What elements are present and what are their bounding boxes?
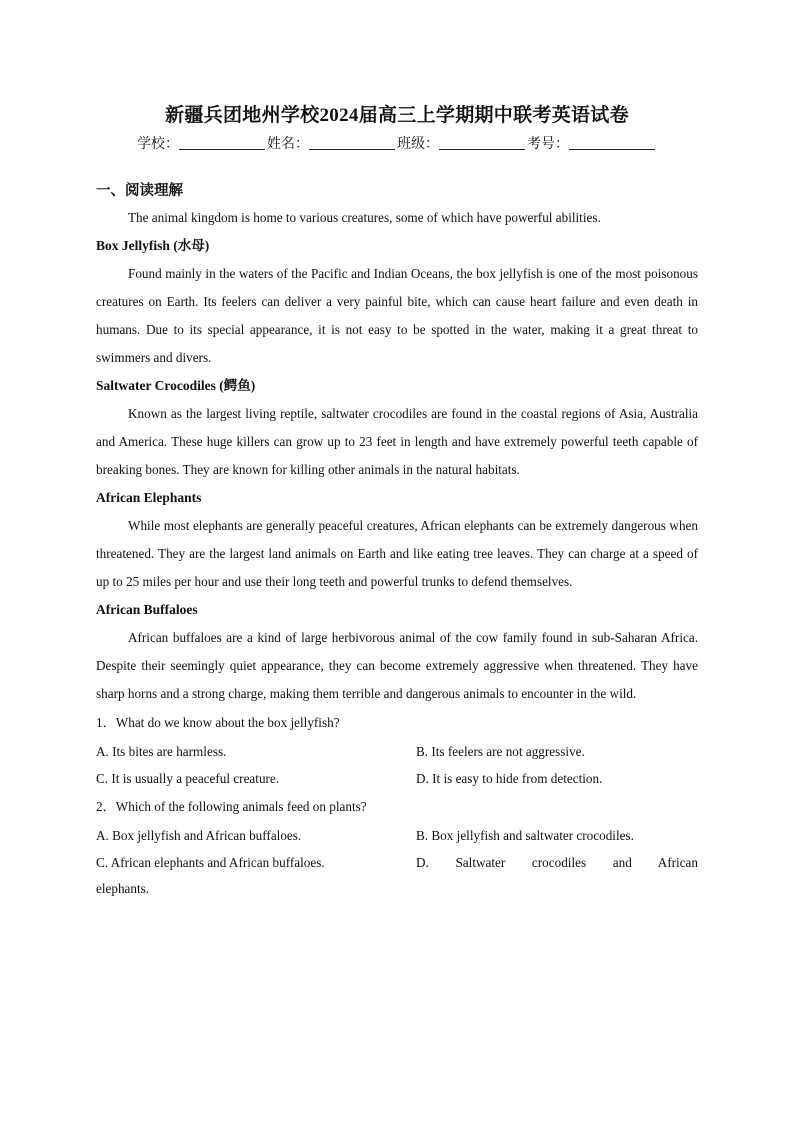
animal-paragraph: While most elephants are generally peaceful creatures, African elephants can be extremely dangerous when threatened. They are the largest land animals on Earth and like eating tree leaves. They can charge at a speed of up to 25 miles per hour and use their long teeth and powerful trunks to defend themselves.: [96, 518, 698, 589]
school-blank[interactable]: [179, 135, 265, 150]
animal-heading: Saltwater Crocodiles (鳄鱼): [96, 378, 256, 393]
option-b[interactable]: B. Its feelers are not aggressive.: [416, 744, 585, 759]
option-d[interactable]: D. It is easy to hide from detection.: [416, 771, 603, 786]
question-stem: 1．What do we know about the box jellyfish?: [96, 715, 340, 730]
name-blank[interactable]: [309, 135, 395, 150]
option-a[interactable]: A. Its bites are harmless.: [96, 744, 227, 759]
exam-number-label: 考号：: [527, 137, 569, 152]
question-options: [96, 738, 698, 792]
animal-heading: African Elephants: [96, 490, 202, 505]
animal-paragraph: Known as the largest living reptile, saltwater crocodiles are found in the coastal regions of Asia, Australia and America. These huge killers can grow up to 23 feet in length and have extremely powerful teeth capable of breaking bones. They are known for killing other animals in the natural habitats.: [96, 406, 698, 477]
school-label: 学校：: [137, 137, 179, 152]
question-options: [96, 822, 698, 876]
exam-number-blank[interactable]: [569, 135, 655, 150]
option-a[interactable]: A. Box jellyfish and African buffaloes.: [96, 828, 302, 843]
exam-page: [96, 100, 698, 902]
animal-heading: African Buffaloes: [96, 602, 198, 617]
student-info-line: [96, 133, 698, 153]
class-label: 班级：: [397, 137, 439, 152]
class-blank[interactable]: [439, 135, 525, 150]
option-c[interactable]: C. It is usually a peaceful creature.: [96, 771, 280, 786]
option-c[interactable]: C. African elephants and African buffaloes.: [96, 855, 325, 870]
section-heading: 一、阅读理解: [96, 183, 183, 199]
option-d[interactable]: D. Saltwater crocodiles and African: [416, 855, 698, 870]
question-stem: 2．Which of the following animals feed on plants?: [96, 799, 367, 814]
option-b[interactable]: B. Box jellyfish and saltwater crocodiles.: [416, 828, 634, 843]
animal-paragraph: African buffaloes are a kind of large herbivorous animal of the cow family found in sub-Saharan Africa. Despite their seemingly quiet appearance, they can become extremely aggressive when threatened. They have sharp horns and a strong charge, making them terrible and dangerous animals to encounter in the wild.: [96, 630, 698, 701]
intro-paragraph: The animal kingdom is home to various creatures, some of which have powerful abilities.: [128, 210, 601, 225]
animal-paragraph: Found mainly in the waters of the Pacific and Indian Oceans, the box jellyfish is one of the most poisonous creatures on Earth. Its feelers can deliver a very painful bite, which can cause heart failure and even death in humans. Due to its special appearance, it is not easy to be spotted in the water, making it a great threat to swimmers and divers.: [96, 266, 698, 365]
name-label: 姓名：: [267, 137, 309, 152]
animal-heading: Box Jellyfish (水母): [96, 238, 210, 253]
exam-title: 新疆兵团地州学校2024届高三上学期期中联考英语试卷: [165, 105, 629, 126]
option-d-continuation: elephants.: [96, 881, 150, 896]
